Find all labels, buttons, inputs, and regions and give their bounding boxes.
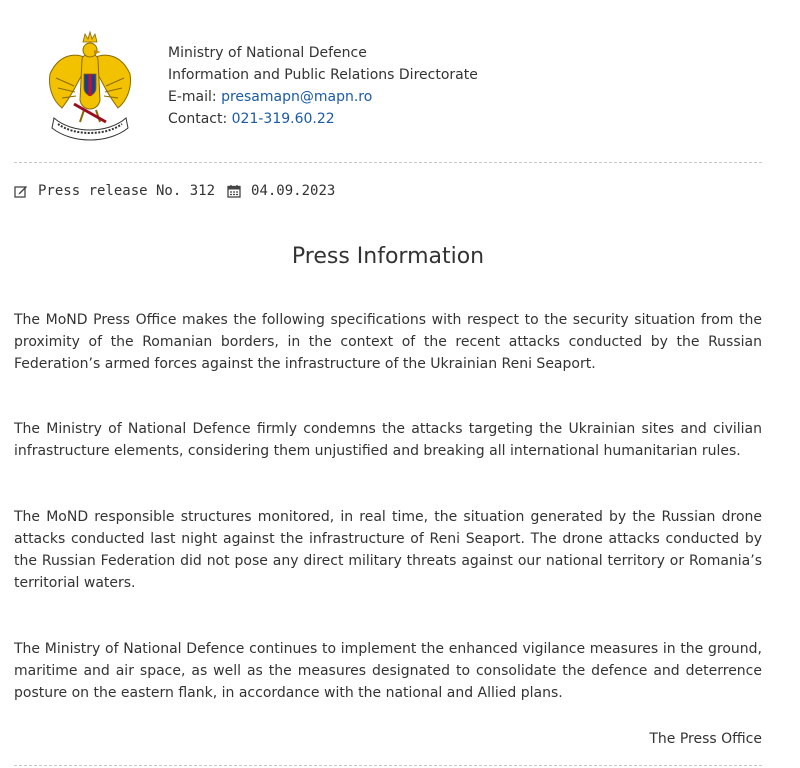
phone-link[interactable]: 021-319.60.22 (231, 111, 335, 127)
release-meta (14, 183, 335, 199)
contact-block (168, 42, 478, 130)
email-label: E-mail: (168, 89, 222, 105)
contact-label: Contact: (168, 111, 232, 127)
ministry-coat-of-arms-icon (44, 30, 136, 146)
release-date: 04.09.2023 (251, 183, 336, 199)
directorate-name: Information and Public Relations Directorate (168, 67, 478, 83)
page-title: Press Information (291, 244, 485, 269)
page-header (14, 0, 762, 160)
signature: The Press Office (649, 731, 762, 747)
contact-row (168, 108, 478, 130)
paragraph-3: The MoND responsible structures monitored, in real time, the situation generated by the Russian drone attacks conducted last night against the infrastructure of Reni Seaport. The drone attacks conducted by the Russian Federation did not pose any direct military threats against our national territory or Romania’s territorial waters. (14, 509, 762, 591)
press-release-page (14, 0, 762, 747)
paragraph-2: The Ministry of National Defence firmly condemns the attacks targeting the Ukrainian sites and civilian infrastructure elements, considering them unjustified and breaking all international humanitarian rules. (14, 421, 762, 459)
header-divider (14, 162, 762, 163)
paragraph-4: The Ministry of National Defence continues to implement the enhanced vigilance measures in the ground, maritime and air space, as well as the measures designated to consolidate the defence and deterrence posture on the eastern flank, in accordance with the national and Allied plans. (14, 641, 762, 701)
edit-icon (14, 184, 28, 198)
calendar-icon (227, 184, 241, 198)
email-link[interactable]: presamapn@mapn.ro (221, 89, 373, 105)
release-number: Press release No. 312 (38, 183, 216, 199)
org-name: Ministry of National Defence (168, 45, 367, 61)
footer-divider (14, 765, 762, 766)
email-row (168, 86, 478, 108)
paragraph-1: The MoND Press Office makes the following specifications with respect to the security situation from the proximity of the Romanian borders, in the context of the recent attacks conducted by the Russian Federation’s armed forces against the infrastructure of the Ukrainian Reni Seaport. (14, 312, 762, 372)
